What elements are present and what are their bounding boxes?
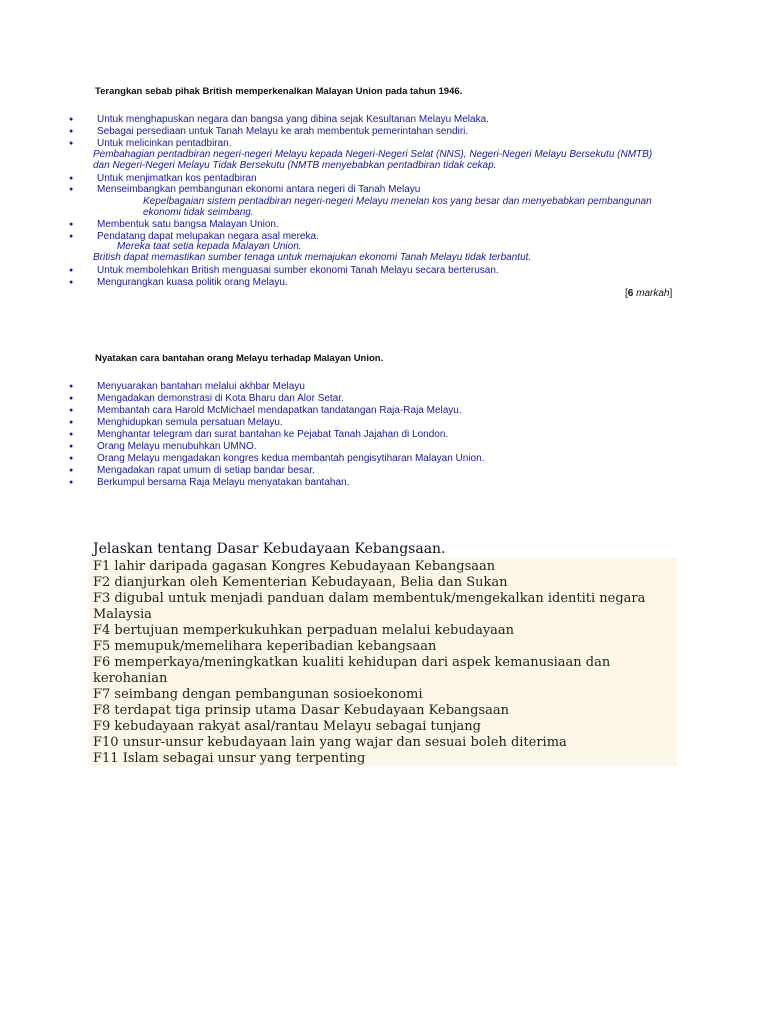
list-item: Untuk menjimatkan kos pentadbiran <box>97 173 257 184</box>
point: F4 bertujuan memperkukuhkan perpaduan melalui kebudayaan <box>93 623 515 638</box>
bullet: ● <box>69 455 74 462</box>
marks-label: [6 markah] <box>625 288 673 299</box>
list-item: Mengurangkan kuasa politik orang Melayu. <box>97 277 288 288</box>
bullet: ● <box>69 479 74 486</box>
list-item: Mengadakan rapat umum di setiap bandar besar. <box>97 465 315 476</box>
note: Kepelbagaian sistem pentadbiran negeri-negeri Melayu menelan kos yang besar dan menyebabkan pembangunan <box>143 196 652 207</box>
list-item: Untuk menghapuskan negara dan bangsa yang dibina sejak Kesultanan Melayu Melaka. <box>97 114 489 125</box>
note: dan Negeri-Negeri Melayu Tidak Bersekutu (NMTB menyebabkan pentadbiran tidak cekap. <box>93 160 497 171</box>
list-item: Menghantar telegram dan surat bantahan ke Pejabat Tanah Jajahan di London. <box>97 429 449 440</box>
note: Pembahagian pentadbiran negeri-negeri Melayu kepada Negeri-Negeri Selat (NNS), Negeri-Negeri Melayu Bersekutu (NMTB) <box>93 149 653 160</box>
note: Mereka taat setia kepada Malayan Union. <box>117 241 302 252</box>
bullet: ● <box>69 221 74 228</box>
point: F1 lahir daripada gagasan Kongres Kebudayaan Kebangsaan <box>93 559 496 574</box>
list-item: Sebagai persediaan untuk Tanah Melayu ke arah membentuk pemerintahan sendiri. <box>97 126 469 137</box>
list-item: Orang Melayu mengadakan kongres kedua membantah pengisytiharan Malayan Union. <box>97 453 485 464</box>
bullet: ● <box>69 443 74 450</box>
list-item: Untuk melicinkan pentadbiran. <box>97 138 232 149</box>
bullet: ● <box>69 116 74 123</box>
point: F7 seimbang dengan pembangunan sosioekonomi <box>93 687 423 702</box>
bullet: ● <box>69 419 74 426</box>
question-3: Jelaskan tentang Dasar Kebudayaan Kebangsaan. <box>93 541 446 557</box>
bullet: ● <box>69 407 74 414</box>
bullet: ● <box>69 186 74 193</box>
point: F2 dianjurkan oleh Kementerian Kebudayaan, Belia dan Sukan <box>93 575 508 590</box>
question-2: Nyatakan cara bantahan orang Melayu terhadap Malayan Union. <box>95 353 384 364</box>
bullet: ● <box>69 128 74 135</box>
bullet: ● <box>69 267 74 274</box>
bullet: ● <box>69 233 74 240</box>
bullet: ● <box>69 467 74 474</box>
point: F10 unsur-unsur kebudayaan lain yang wajar dan sesuai boleh diterima <box>93 735 567 750</box>
point: F5 memupuk/memelihara keperibadian kebangsaan <box>93 639 437 654</box>
point: F3 digubal untuk menjadi panduan dalam membentuk/mengekalkan identiti negara <box>93 591 646 606</box>
list-item: Menseimbangkan pembangunan ekonomi antara negeri di Tanah Melayu <box>97 184 421 195</box>
point: F9 kebudayaan rakyat asal/rantau Melayu sebagai tunjang <box>93 719 481 734</box>
list-item: Menghidupkan semula persatuan Melayu. <box>97 417 283 428</box>
list-item: Membentuk satu bangsa Malayan Union. <box>97 219 279 230</box>
list-item: Untuk membolehkan British menguasai sumber ekonomi Tanah Melayu secara berterusan. <box>97 265 499 276</box>
list-item: Berkumpul bersama Raja Melayu menyatakan bantahan. <box>97 477 350 488</box>
point: Malaysia <box>93 607 152 622</box>
bullet: ● <box>69 383 74 390</box>
list-item: Membantah cara Harold McMichael mendapatkan tandatangan Raja-Raja Melayu. <box>97 405 462 416</box>
bullet: ● <box>69 175 74 182</box>
list-item: Mengadakan demonstrasi di Kota Bharu dan Alor Setar. <box>97 393 344 404</box>
point: F6 memperkaya/meningkatkan kualiti kehidupan dari aspek kemanusiaan dan <box>93 655 611 670</box>
note: ekonomi tidak seimbang. <box>143 207 254 218</box>
point: kerohanian <box>93 671 168 686</box>
list-item: Pendatang dapat melupakan negara asal mereka. <box>97 231 319 242</box>
list-item: Menyuarakan bantahan melalui akhbar Melayu <box>97 381 305 392</box>
bullet: ● <box>69 279 74 286</box>
bullet: ● <box>69 140 74 147</box>
point: F11 Islam sebagai unsur yang terpenting <box>93 751 366 766</box>
bullet: ● <box>69 395 74 402</box>
point: F8 terdapat tiga prinsip utama Dasar Kebudayaan Kebangsaan <box>93 703 510 718</box>
question-1: Terangkan sebab pihak British memperkenalkan Malayan Union pada tahun 1946. <box>95 86 463 97</box>
note: British dapat memastikan sumber tenaga untuk memajukan ekonomi Tanah Melayu tidak terbantut. <box>93 252 532 263</box>
list-item: Orang Melayu menubuhkan UMNO. <box>97 441 257 452</box>
bullet: ● <box>69 431 74 438</box>
